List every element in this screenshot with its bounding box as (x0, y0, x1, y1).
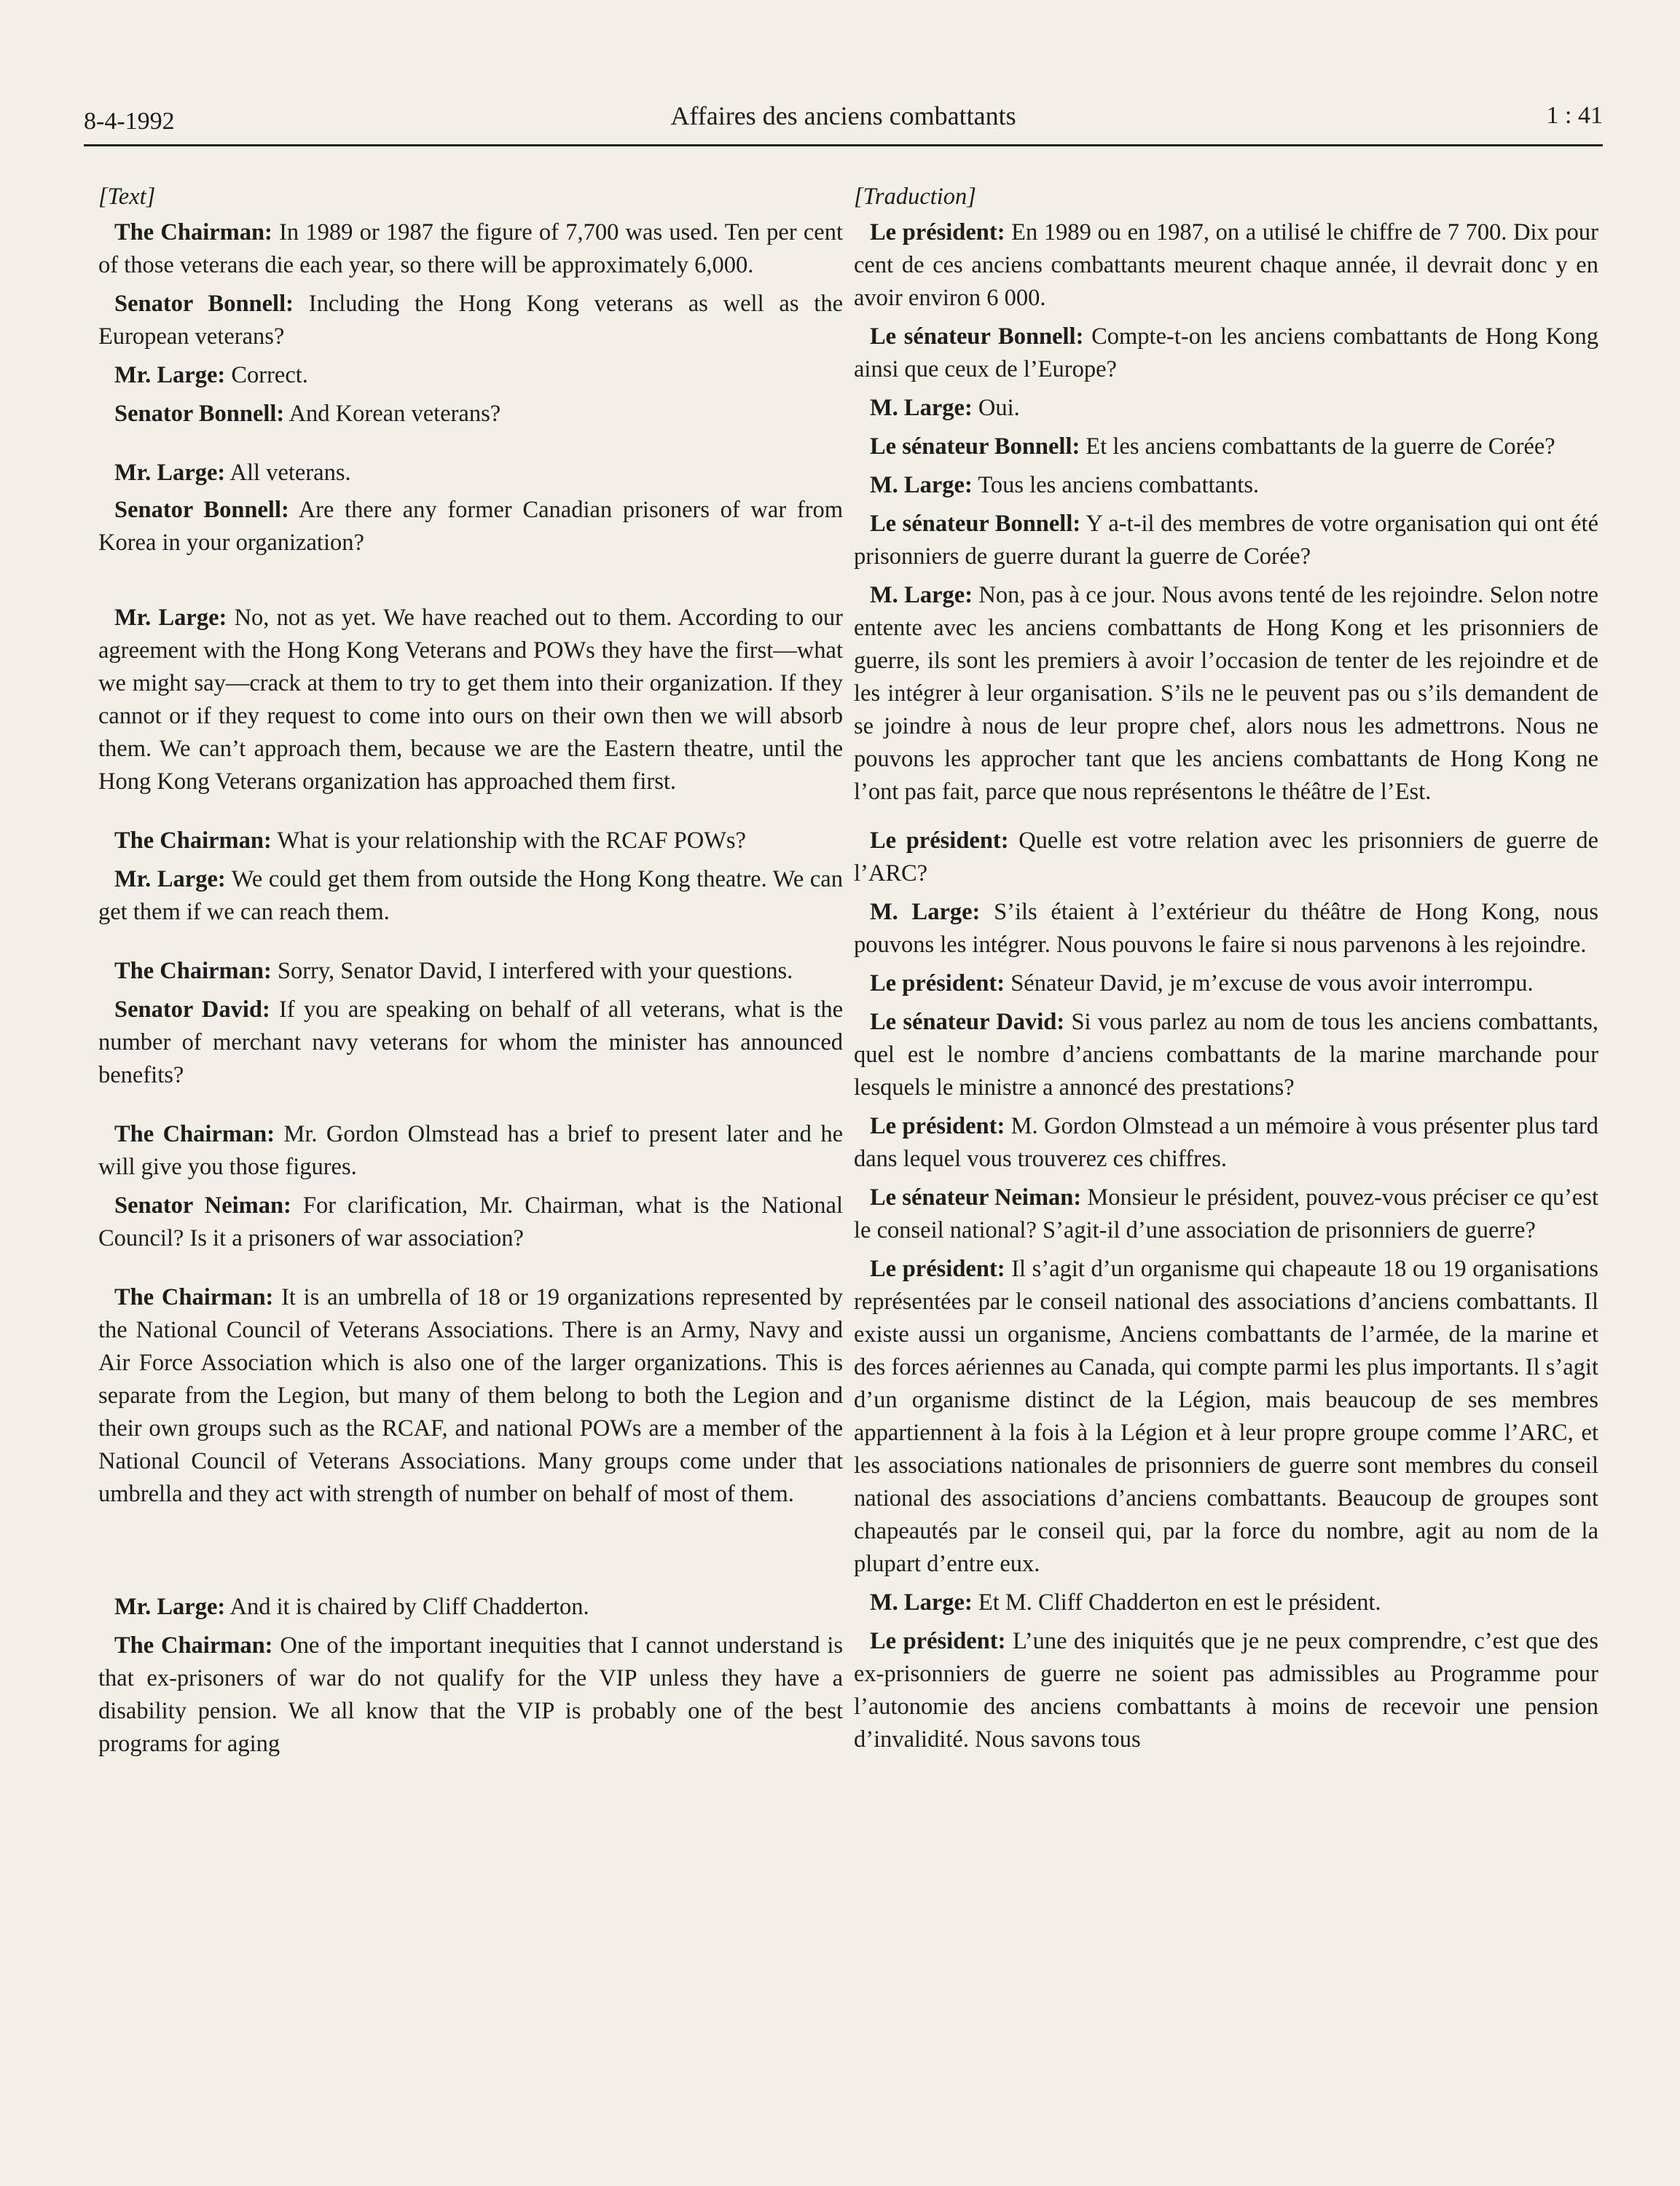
speech-paragraph (854, 1587, 1598, 1619)
speech-text: One of the important inequities that I cannot understand is that ex-prisoners of war do not qualify for the VIP unless they have a disability pension. We all know that the VIP is probably one of the best programs for aging (98, 1632, 843, 1757)
speaker-name: The Chairman: (114, 1284, 274, 1310)
french-column-tag: [Traduction] (854, 184, 976, 210)
speech-text: M. Gordon Olmstead a un mémoire à vous présenter plus tard dans lequel vous trouverez ces chiffres. (854, 1113, 1598, 1172)
speech-paragraph (98, 398, 843, 430)
speaker-name: M. Large: (870, 472, 973, 498)
speech-paragraph (98, 825, 843, 857)
speaker-name: M. Large: (870, 582, 973, 608)
speech-text: Il s’agit d’un organisme qui chapeaute 18 ou 19 organisations représentées par le conseil national des associations d’anciens combattants. Il existe aussi un organisme, Anciens combattants de l’armée, de la marine et des forces aériennes au Canada, qui compte parmi les plus importants. Il s’agit d’un organisme distinct de la Légion, mais beaucoup de ses membres appartiennent à la fois à la Légion et à leur propre groupe comme l’ARC, et les associations nationales de prisonniers de guerre sont membres du conseil national des associations d’anciens combattants. Beaucoup de groupes sont chapeautés par le conseil qui, par la force du nombre, agit au nom de la plupart d’entre eux. (854, 1256, 1598, 1577)
speech-text: Correct. (225, 362, 308, 388)
speaker-name: M. Large: (870, 395, 973, 421)
speech-text: Sénateur David, je m’excuse de vous avoir interrompu. (1005, 970, 1534, 996)
speaker-name: Mr. Large: (114, 866, 226, 892)
speech-text: For clarification, Mr. Chairman, what is the National Council? Is it a prisoners of war association? (98, 1192, 843, 1251)
speech-paragraph (98, 1118, 843, 1184)
speech-text: In 1989 or 1987 the figure of 7,700 was used. Ten per cent of those veterans die each year, so there will be approximately 6,000. (98, 219, 843, 278)
speaker-name: Senator David: (114, 996, 270, 1023)
speaker-name: Le sénateur Bonnell: (870, 433, 1080, 460)
speech-text: Oui. (972, 395, 1020, 421)
speech-paragraph (854, 896, 1598, 962)
speaker-name: M. Large: (870, 1589, 973, 1616)
speech-paragraph (98, 288, 843, 353)
speech-paragraph (854, 1110, 1598, 1176)
speech-paragraph (98, 1190, 843, 1255)
speaker-name: The Chairman: (114, 958, 272, 984)
page-header (84, 101, 1603, 146)
speech-paragraph (98, 457, 843, 490)
header-title: Affaires des anciens combattants (670, 101, 1016, 130)
speech-paragraph (98, 216, 843, 282)
speech-paragraph (854, 579, 1598, 809)
speaker-name: Senator Neiman: (114, 1192, 291, 1219)
speaker-name: The Chairman: (114, 219, 272, 245)
speech-paragraph (98, 994, 843, 1092)
speech-paragraph (854, 825, 1598, 890)
speech-paragraph (98, 1591, 843, 1624)
speaker-name: Le président: (870, 970, 1005, 996)
speech-paragraph (98, 602, 843, 798)
speaker-name: Mr. Large: (114, 362, 226, 388)
speaker-name: Le président: (870, 827, 1009, 854)
speaker-name: Le sénateur Bonnell: (870, 511, 1081, 537)
speech-paragraph (98, 494, 843, 559)
speaker-name: Le président: (870, 1256, 1005, 1282)
speaker-name: Le président: (870, 1628, 1006, 1654)
speech-paragraph (854, 216, 1598, 315)
speech-text: No, not as yet. We have reached out to them. According to our agreement with the Hong Kong Veterans and POWs they have the first—what we might say—crack at them to try to get them into their organization. If they cannot or if they request to come into ours on their own then we will absorb them. We can’t approach them, because we are the Eastern theatre, until the Hong Kong Veterans organization has approached them first. (98, 605, 843, 795)
speech-text: We could get them from outside the Hong Kong theatre. We can get them if we can reach them. (98, 866, 843, 925)
speech-paragraph (854, 430, 1598, 463)
speech-text: Sorry, Senator David, I interfered with your questions. (271, 958, 793, 984)
speech-text: It is an umbrella of 18 or 19 organizations represented by the National Council of Veterans Associations. There is an Army, Navy and Air Force Association which is also one of the larger organizations. This is separate from the Legion, but many of them belong to both the Legion and their own groups such as the RCAF, and national POWs are a member of the National Council of Veterans Associations. Many groups come under that umbrella and they act with strength of number on behalf of most of them. (98, 1284, 843, 1507)
speech-text: Tous les anciens combattants. (972, 472, 1260, 498)
speech-paragraph (854, 1006, 1598, 1104)
french-paragraphs (854, 216, 1598, 1756)
speech-text: Monsieur le président, pouvez-vous préciser ce qu’est le conseil national? S’agit-il d’une association de prisonniers de guerre? (854, 1184, 1598, 1243)
speech-text: L’une des iniquités que je ne peux comprendre, c’est que des ex-prisonniers de guerre ne soient pas admissibles au Programme pour l’autonomie des anciens combattants à moins de recevoir une pension d’invalidité. Nous savons tous (854, 1628, 1598, 1753)
speech-text: And it is chaired by Cliff Chadderton. (225, 1594, 589, 1620)
english-column-tag: [Text] (98, 184, 156, 210)
speech-text: All veterans. (225, 460, 351, 486)
speaker-name: Mr. Large: (114, 1594, 226, 1620)
speaker-name: Le président: (870, 219, 1005, 245)
speech-paragraph (854, 967, 1598, 1000)
speaker-name: The Chairman: (114, 1121, 275, 1147)
french-column (854, 181, 1598, 1756)
speech-paragraph (98, 1629, 843, 1761)
speech-text: What is your relationship with the RCAF POWs? (271, 827, 746, 854)
speech-paragraph (854, 1625, 1598, 1756)
speech-text: Et les anciens combattants de la guerre de Corée? (1080, 433, 1555, 460)
speech-text: Mr. Gordon Olmstead has a brief to present later and he will give you those figures. (98, 1121, 843, 1180)
speech-text: Et M. Cliff Chadderton en est le président. (972, 1589, 1381, 1616)
english-paragraphs (98, 216, 843, 1761)
speech-paragraph (854, 392, 1598, 425)
speech-text: Quelle est votre relation avec les prisonniers de guerre de l’ARC? (854, 827, 1598, 886)
speech-text: Compte-t-on les anciens combattants de Hong Kong ainsi que ceux de l’Europe? (854, 323, 1598, 382)
speaker-name: Mr. Large: (114, 605, 227, 631)
speaker-name: Le sénateur Bonnell: (870, 323, 1084, 350)
speech-paragraph (854, 1253, 1598, 1581)
speech-text: Including the Hong Kong veterans as well as the European veterans? (98, 291, 843, 350)
speech-text: S’ils étaient à l’extérieur du théâtre de Hong Kong, nous pouvons les intégrer. Nous pouvons le faire si nous parvenons à les rejoindre. (854, 899, 1598, 958)
speaker-name: Le sénateur Neiman: (870, 1184, 1082, 1211)
speaker-name: Le sénateur David: (870, 1009, 1065, 1035)
speaker-name: Le président: (870, 1113, 1005, 1139)
speech-paragraph (854, 469, 1598, 502)
speech-text: Si vous parlez au nom de tous les anciens combattants, quel est le nombre d’anciens combattants de la marine marchande pour lesquels le ministre a annoncé des prestations? (854, 1009, 1598, 1101)
speech-paragraph (98, 1281, 843, 1511)
speaker-name: Mr. Large: (114, 460, 226, 486)
speaker-name: Senator Bonnell: (114, 401, 285, 427)
speech-paragraph (98, 359, 843, 392)
speech-text: En 1989 ou en 1987, on a utilisé le chiffre de 7 700. Dix pour cent de ces anciens combattants meurent chaque année, il devrait donc y en avoir environ 6 000. (854, 219, 1598, 311)
speaker-name: The Chairman: (114, 827, 272, 854)
speaker-name: The Chairman: (114, 1632, 273, 1659)
english-column (98, 181, 843, 1761)
header-page-number: 1 : 41 (1546, 102, 1603, 129)
speech-text: Are there any former Canadian prisoners of war from Korea in your organization? (98, 497, 843, 556)
speech-text: If you are speaking on behalf of all veterans, what is the number of merchant navy veterans for whom the minister has announced benefits? (98, 996, 844, 1088)
speaker-name: M. Large: (870, 899, 981, 925)
speech-text: And Korean veterans? (284, 401, 501, 427)
speech-text: Y a-t-il des membres de votre organisation qui ont été prisonniers de guerre durant la guerre de Corée? (854, 511, 1598, 570)
header-date: 8-4-1992 (84, 108, 175, 135)
speaker-name: Senator Bonnell: (114, 497, 289, 523)
speech-paragraph (854, 508, 1598, 573)
speech-paragraph (98, 863, 843, 929)
speech-paragraph (854, 321, 1598, 386)
speech-text: Non, pas à ce jour. Nous avons tenté de les rejoindre. Selon notre entente avec les anciens combattants de Hong Kong et les prisonniers de guerre, ils sont les premiers à avoir l’occasion de tenter de les rejoindre et de les intégrer à leur organisation. S’ils ne le peuvent pas ou s’ils demandent de se joindre à nous de leur propre chef, alors nous les admettrons. Nous ne pouvons les approcher tant que les anciens combattants de Hong Kong ne l’ont pas fait, parce que nous représentons le théâtre de l’Est. (854, 582, 1599, 805)
speech-paragraph (98, 955, 843, 988)
speaker-name: Senator Bonnell: (114, 291, 294, 317)
speech-paragraph (854, 1182, 1598, 1247)
